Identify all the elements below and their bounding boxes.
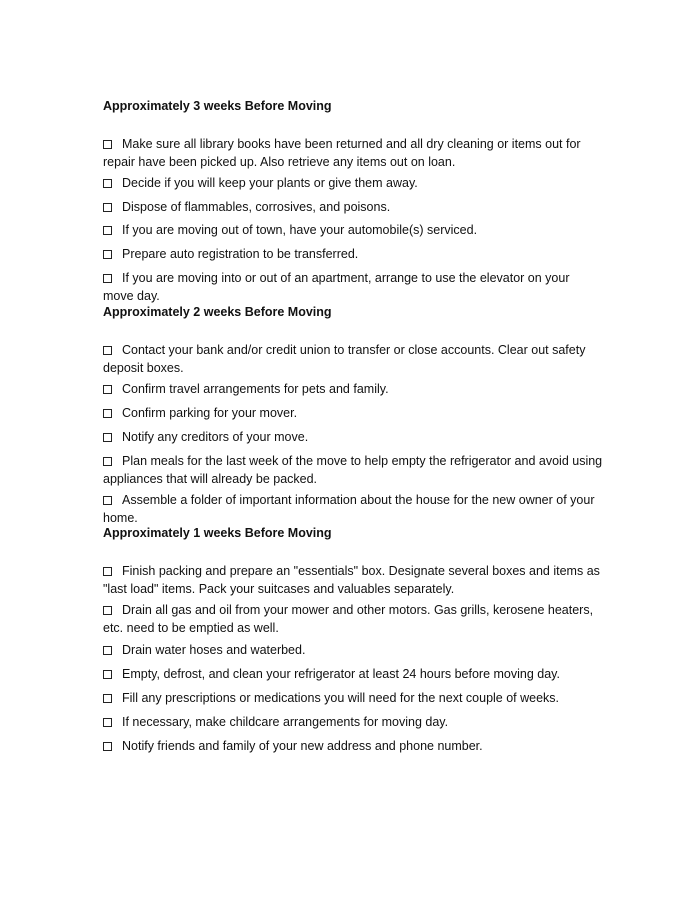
checklist-item [103, 641, 603, 659]
item-text: Drain water hoses and waterbed. [122, 643, 306, 657]
checklist-item [103, 689, 603, 707]
checkbox-icon[interactable] [103, 694, 112, 703]
checklist-item [103, 135, 603, 171]
checkbox-icon[interactable] [103, 346, 112, 355]
checklist-item [103, 245, 603, 263]
checkbox-icon[interactable] [103, 457, 112, 466]
section-heading: Approximately 2 weeks Before Moving [103, 305, 332, 319]
item-text: Decide if you will keep your plants or give them away. [122, 176, 418, 190]
checkbox-icon[interactable] [103, 140, 112, 149]
checklist-item [103, 174, 603, 192]
checkbox-icon[interactable] [103, 670, 112, 679]
section-3-weeks [103, 97, 603, 303]
checklist-item [103, 341, 603, 377]
checklist-item [103, 221, 603, 239]
item-text: Fill any prescriptions or medications you will need for the next couple of weeks. [122, 691, 560, 705]
checklist-item [103, 269, 603, 305]
checklist-item [103, 562, 603, 598]
item-text: Dispose of flammables, corrosives, and poisons. [122, 200, 391, 214]
item-text: Prepare auto registration to be transferred. [122, 247, 359, 261]
checkbox-icon[interactable] [103, 226, 112, 235]
checklist-item [103, 737, 603, 755]
checklist-item [103, 428, 603, 446]
item-text: Assemble a folder of important information about the house for the new owner of your home. [103, 493, 595, 525]
checklist-item [103, 665, 603, 683]
checkbox-icon[interactable] [103, 496, 112, 505]
checklist-item [103, 198, 603, 216]
checkbox-icon[interactable] [103, 646, 112, 655]
checkbox-icon[interactable] [103, 567, 112, 576]
checkbox-icon[interactable] [103, 409, 112, 418]
item-text: Plan meals for the last week of the move to help empty the refrigerator and avoid using appliances that will already be packed. [103, 454, 603, 486]
checkbox-icon[interactable] [103, 433, 112, 442]
item-text: Contact your bank and/or credit union to transfer or close accounts. Clear out safety deposit boxes. [103, 343, 586, 375]
checklist-item [103, 404, 603, 422]
checkbox-icon[interactable] [103, 718, 112, 727]
section-2-weeks [103, 303, 603, 525]
item-text: Drain all gas and oil from your mower and other motors. Gas grills, kerosene heaters, etc. need to be emptied as well. [103, 603, 594, 635]
section-1-weeks [103, 524, 603, 753]
item-text: Empty, defrost, and clean your refrigerator at least 24 hours before moving day. [122, 667, 560, 681]
checkbox-icon[interactable] [103, 742, 112, 751]
checkbox-icon[interactable] [103, 606, 112, 615]
checkbox-icon[interactable] [103, 250, 112, 259]
item-text: Notify any creditors of your move. [122, 430, 309, 444]
checkbox-icon[interactable] [103, 274, 112, 283]
item-text: If necessary, make childcare arrangements for moving day. [122, 715, 449, 729]
checkbox-icon[interactable] [103, 385, 112, 394]
section-heading: Approximately 3 weeks Before Moving [103, 99, 332, 113]
checklist-item [103, 380, 603, 398]
item-text: Confirm travel arrangements for pets and family. [122, 382, 389, 396]
item-text: If you are moving out of town, have your automobile(s) serviced. [122, 223, 478, 237]
checklist-item [103, 452, 603, 488]
checklist-item [103, 601, 603, 637]
item-text: Make sure all library books have been returned and all dry cleaning or items out for repair have been picked up. Also retrieve any items out on loan. [103, 137, 581, 169]
section-heading: Approximately 1 weeks Before Moving [103, 526, 332, 540]
checklist-item [103, 491, 603, 527]
item-text: Confirm parking for your mover. [122, 406, 298, 420]
item-text: Notify friends and family of your new address and phone number. [122, 739, 483, 753]
item-text: Finish packing and prepare an "essentials" box. Designate several boxes and items as "last load" items. Pack your suitcases and valuables separately. [103, 564, 600, 596]
checkbox-icon[interactable] [103, 179, 112, 188]
checklist-item [103, 713, 603, 731]
item-text: If you are moving into or out of an apartment, arrange to use the elevator on your move day. [103, 271, 570, 303]
checkbox-icon[interactable] [103, 203, 112, 212]
